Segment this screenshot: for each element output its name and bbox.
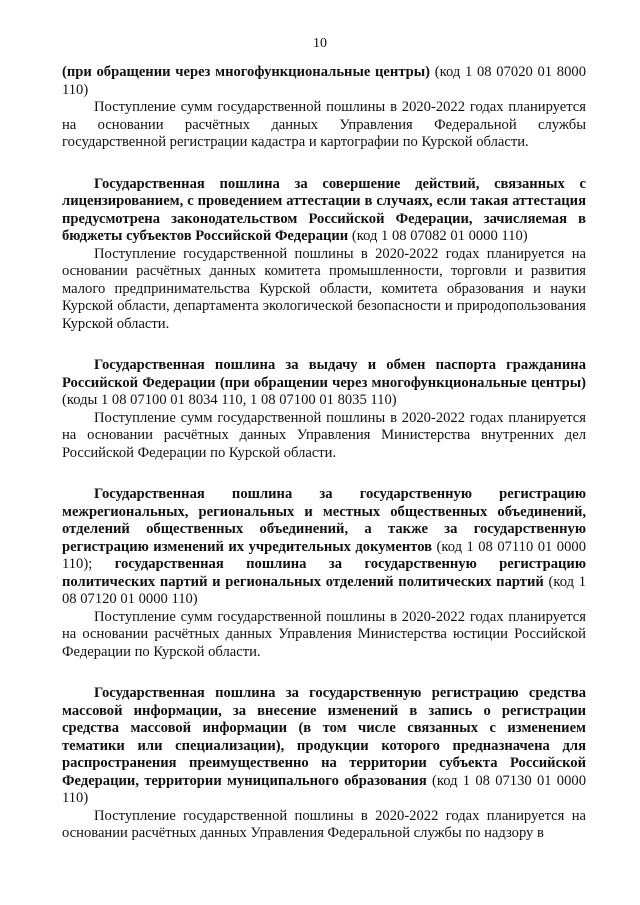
- document-body: [62, 64, 586, 843]
- page-number: 10: [313, 36, 327, 51]
- section-2-heading-bold: Государственная пошлина за совершение действий, связанных с лицензированием, с проведением аттестации в случаях, если такая аттестация предусмотрена законодательством Российской Федерации, зачисляемая в бюджеты субъектов Российской Федерации: [62, 175, 586, 244]
- section-1-paragraph: Поступление сумм государственной пошлины в 2020-2022 годах планируется на основании расчётных данных Управления Федеральной службы государственной регистрации кадастра и картографии по Курской области.: [62, 99, 586, 150]
- section-5-heading-bold: Государственная пошлина за государственную регистрацию средства массовой информации, за внесение изменений в запись о регистрации средства массовой информации (в том числе связанных с изменением тематики или специализации), продукции которого предназначена для распространения преимущественно на территории субъекта Российской Федерации, территории муниципального образования: [62, 685, 586, 789]
- section-4-code-2: (код 1 08 07120 01 0000 110): [62, 573, 586, 607]
- section-5-code: (код 1 08 07130 01 0000 110): [62, 772, 586, 806]
- section-4-paragraph: Поступление сумм государственной пошлины в 2020-2022 годах планируется на основании расчётных данных Управления Министерства юстиции Российской Федерации по Курской области.: [62, 608, 586, 660]
- section-3-paragraph: Поступление сумм государственной пошлины в 2020-2022 годах планируется на основании расчётных данных Управления Министерства внутренних дел Российской Федерации по Курской области.: [62, 409, 586, 461]
- section-5-paragraph: Поступление государственной пошлины в 2020-2022 годах планируется на основании расчётных данных Управления Федеральной службы по надзору в: [62, 807, 586, 841]
- section-1-code: (код 1 08 07020 01 8000 110): [62, 64, 586, 98]
- section-1-heading-bold: (при обращении через многофункциональные центры): [62, 64, 431, 80]
- section-4-heading-bold-2: государственная пошлина за государственную регистрацию политических партий и региональных отделений политических партий: [62, 556, 586, 590]
- section-2-heading: [62, 176, 586, 246]
- section-3-code: (коды 1 08 07100 01 8034 110, 1 08 07100 01 8035 110): [62, 392, 397, 408]
- section-2-paragraph: Поступление государственной пошлины в 2020-2022 годах планируется на основании расчётных данных комитета промышленности, торговли и развития малого предпринимательства Курской области, комитета образования и науки Курской области, департамента экологической безопасности и природопользования Курской области.: [62, 245, 586, 332]
- section-4-code: (код 1 08 07110 01 0000 110);: [62, 538, 586, 572]
- section-3-heading-bold: Государственная пошлина за выдачу и обмен паспорта гражданина Российской Федерации (при обращении через многофункциональные центры): [62, 357, 586, 391]
- section-1-heading: [62, 64, 586, 99]
- section-4-heading-bold: Государственная пошлина за государственную регистрацию межрегиональных, региональных и местных общественных объединений, отделений общественных объединений, а также за государственную регистрацию изменений их учредительных документов: [62, 486, 586, 555]
- section-2-code: (код 1 08 07082 01 0000 110): [348, 228, 528, 244]
- section-4-heading: [62, 486, 586, 609]
- section-5-heading: [62, 685, 586, 808]
- section-3-heading: [62, 357, 586, 410]
